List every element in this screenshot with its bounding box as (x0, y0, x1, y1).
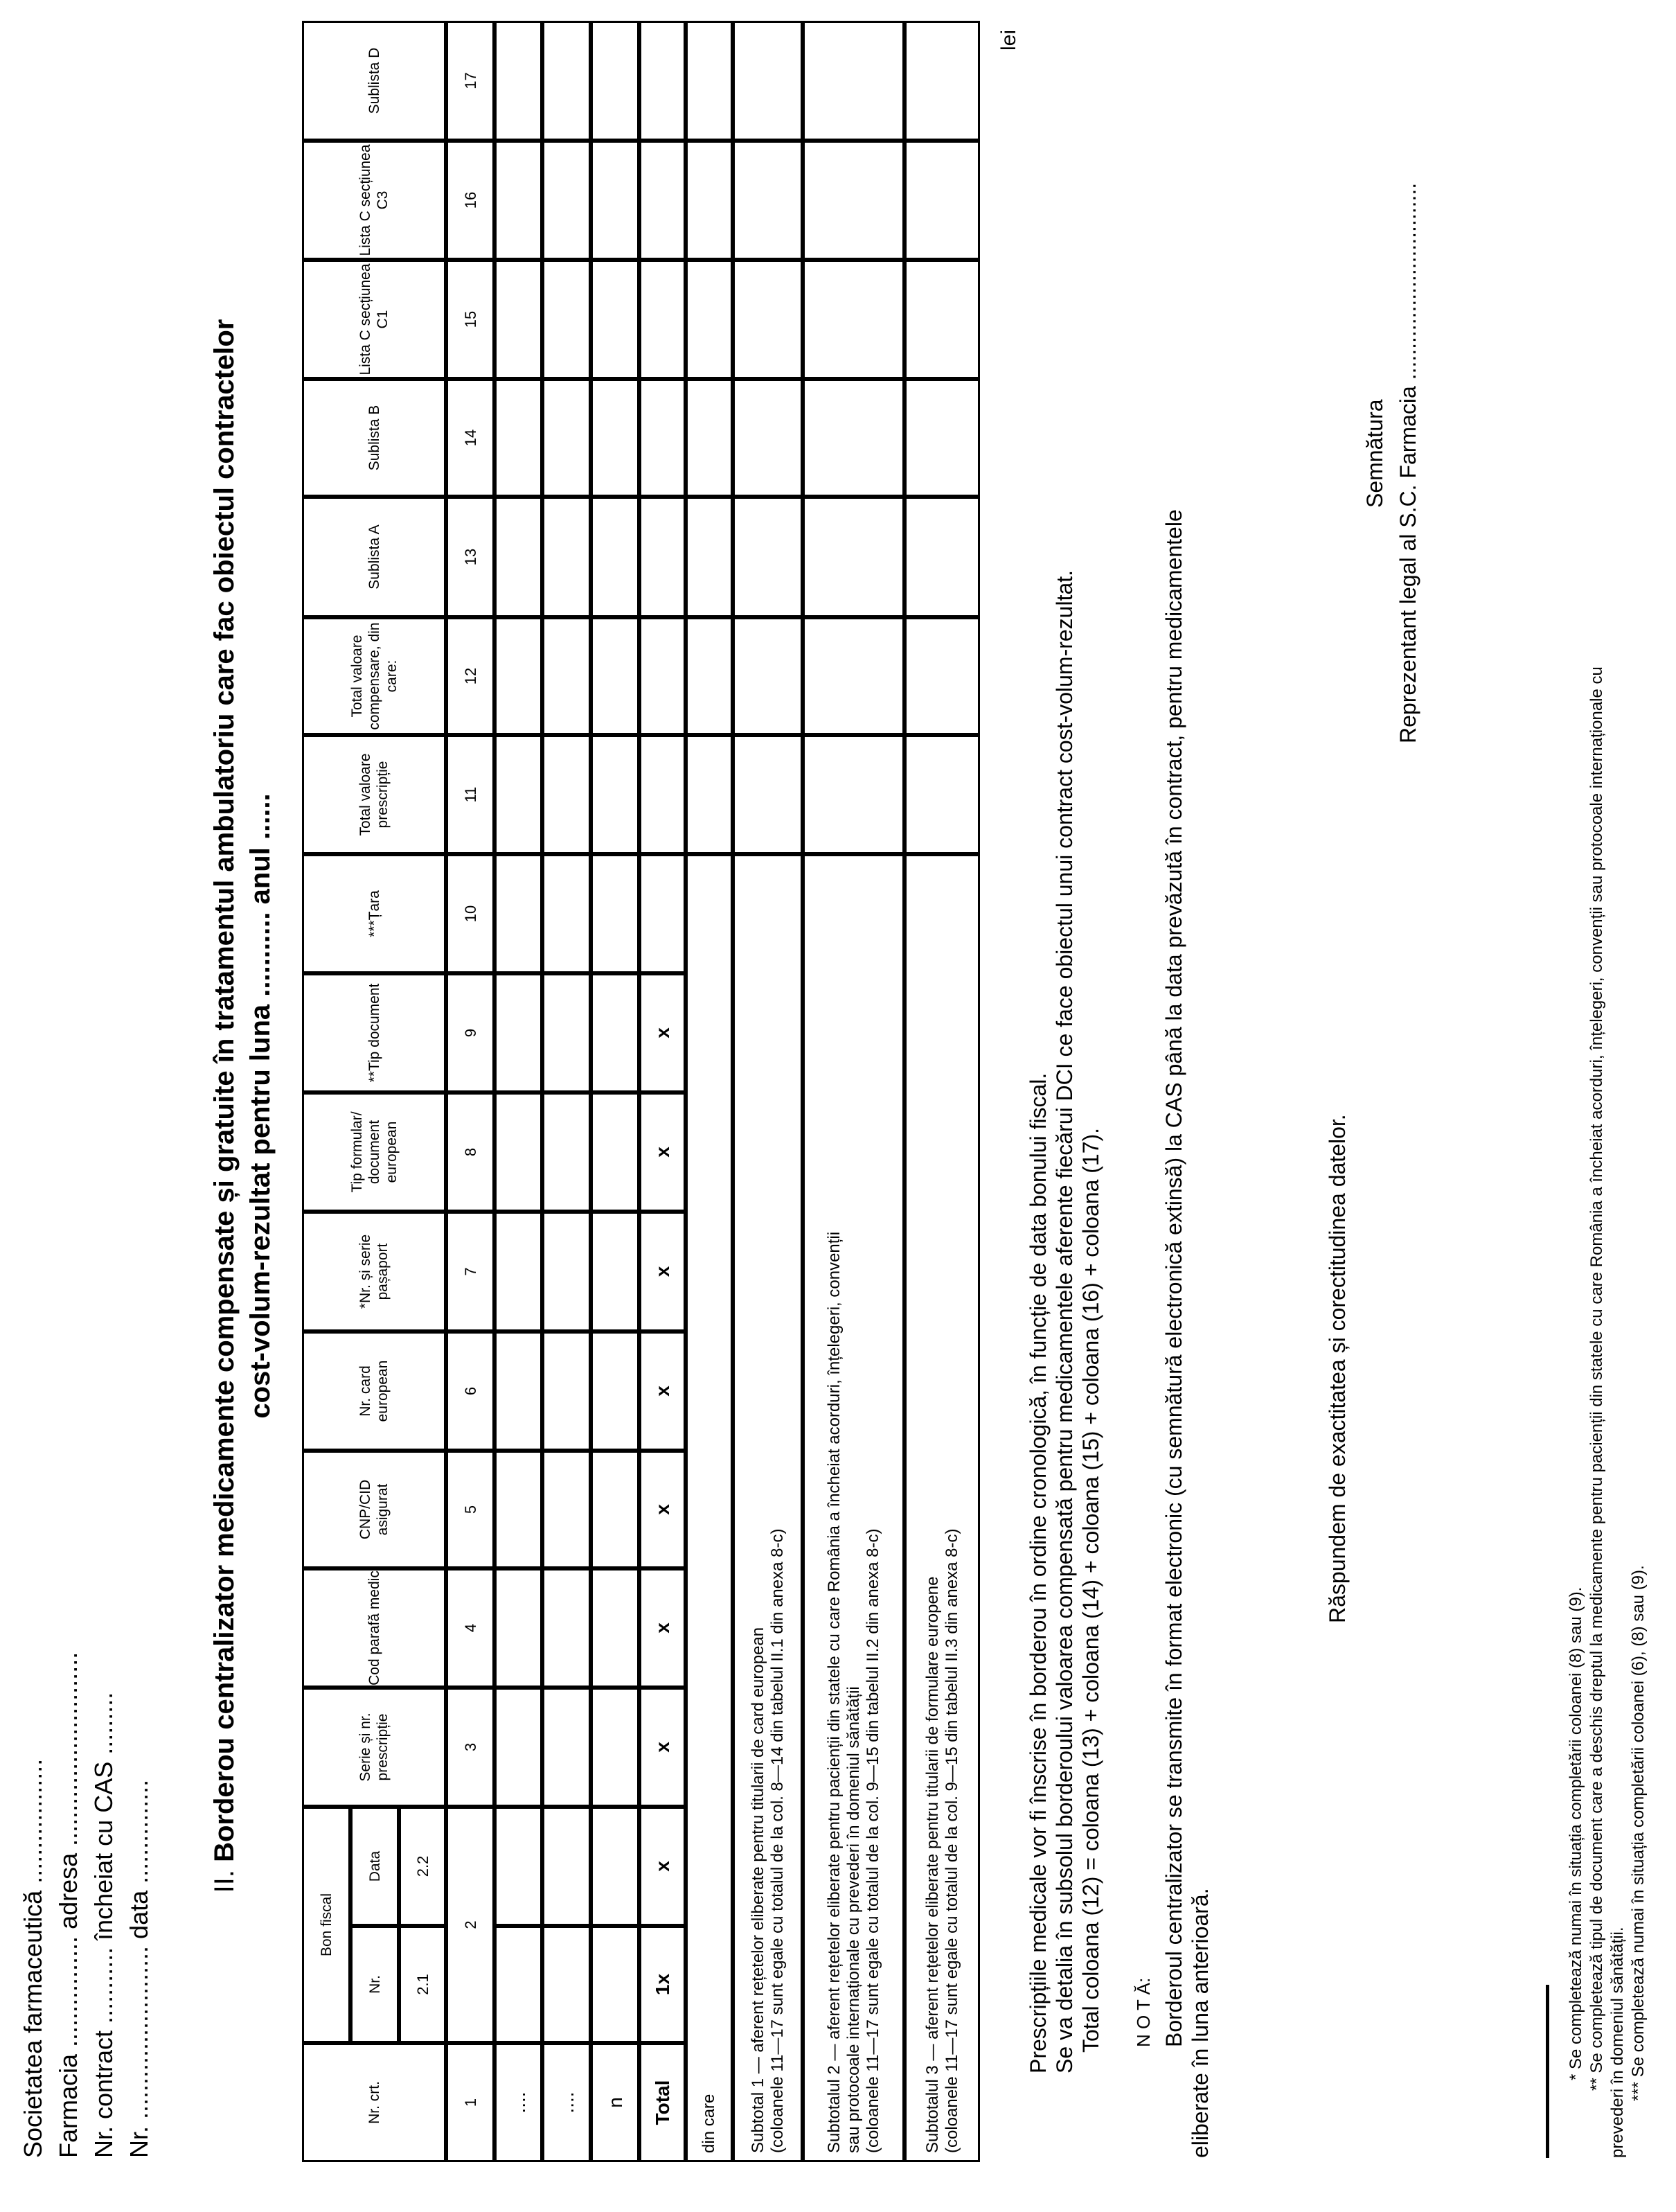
table-cell (542, 973, 591, 1092)
header-col-10: ***Țara (302, 854, 446, 973)
table-cell (542, 1331, 591, 1451)
total-cell (639, 379, 686, 497)
subtotal-1-cell (733, 497, 803, 617)
subtotal-3-line: (coloanele 11—17 sunt egale cu totalul de la col. 9—15 din tabelul II.3 din anexa 8-c) (942, 1528, 961, 2153)
footnote-2-cont: prevederi în domeniul sănătății. (1608, 1927, 1627, 2158)
subtotal-2-cell (803, 617, 904, 735)
total-cell: x (639, 1331, 686, 1451)
din-care-cell (686, 141, 733, 260)
total-cell: 1x (639, 1926, 686, 2043)
table-cell (591, 379, 639, 497)
note-line-3: Total coloana (12) = coloana (13) + coloana (14) + coloana (15) + coloana (16) + coloana (17). (1078, 1127, 1103, 2053)
subtotal-2-cell (803, 21, 904, 141)
table-cell (591, 617, 639, 735)
col-number-1: 1 (446, 2043, 494, 2162)
col-number-2: 2 (446, 1807, 494, 2043)
total-cell: x (639, 1212, 686, 1331)
subtotal-3-cell (904, 379, 980, 497)
header-bon-data: Data (350, 1807, 399, 1926)
col-number-15: 15 (446, 260, 494, 379)
total-cell: x (639, 1451, 686, 1568)
subtotal-2-line: sau protocoale internaționale cu prevederi în domeniul sănătății (844, 1686, 863, 2153)
table-cell (542, 497, 591, 617)
table-cell (542, 1568, 591, 1688)
header-col-9: **Tip document (302, 973, 446, 1092)
subtotal-1-cell (733, 617, 803, 735)
table-cell (591, 1331, 639, 1451)
subtotal-2-line: (coloanele 11—17 sunt egale cu totalul de la col. 9—15 din tabelul II.2 din anexa 8-c) (863, 1528, 882, 2153)
table-cell (542, 735, 591, 854)
total-cell: x (639, 1807, 686, 1926)
table-cell (494, 141, 542, 260)
header-bon-nr: Nr. (350, 1926, 399, 2043)
table-cell (591, 735, 639, 854)
nota-label: N O T Ă: (1133, 1977, 1154, 2047)
subtotal-2-cell (803, 379, 904, 497)
col-number-10: 10 (446, 854, 494, 973)
subtotal-3-cell (904, 735, 980, 854)
table-cell (494, 1807, 542, 1926)
header-col-6: Nr. card european (302, 1331, 446, 1451)
table-cell (591, 21, 639, 141)
header-nr-crt: Nr. crt. (302, 2043, 446, 2162)
table-cell (494, 1568, 542, 1688)
subtotal-1-label (733, 854, 803, 2162)
total-cell: x (639, 973, 686, 1092)
din-care-cell (686, 497, 733, 617)
table-cell (494, 497, 542, 617)
subtotal-1-cell (733, 379, 803, 497)
subtotal-2-line: Subtotalul 2 — aferent rețetelor eliberate pentru pacienții din statele cu care România a încheiat acorduri, înțelegeri, convenții (824, 1231, 844, 2153)
table-cell (542, 1807, 591, 1926)
table-cell (591, 141, 639, 260)
field-societatea: Societatea farmaceutică .................. (19, 1758, 47, 2158)
total-cell: x (639, 1688, 686, 1807)
header-col-5: CNP/CID asigurat (302, 1451, 446, 1568)
subtotal-3-label (904, 854, 980, 2162)
table-cell (494, 1451, 542, 1568)
header-col-13: Sublista A (302, 497, 446, 617)
subtotal-3-line: Subtotalul 3 — aferent rețetelor eliberate pentru titularii de formulare europene (922, 1576, 942, 2153)
subtotal-2-cell (803, 141, 904, 260)
col-number-9: 9 (446, 973, 494, 1092)
header-bon-data-code: 2.2 (399, 1807, 446, 1926)
col-number-12: 12 (446, 617, 494, 735)
table-cell (591, 854, 639, 973)
subtotal-3-cell (904, 260, 980, 379)
subtotal-1-cell (733, 141, 803, 260)
header-col-15: Lista C secțiunea C1 (302, 260, 446, 379)
table-cell (591, 497, 639, 617)
table-cell (494, 260, 542, 379)
subtotal-2-cell (803, 497, 904, 617)
total-cell: x (639, 1568, 686, 1688)
table-cell (542, 854, 591, 973)
nota-text-1: Borderoul centralizator se transmite în format electronic (cu semnătură electronică extinsă) la CAS până la data prevăzută în contract, pentru medicamentele (1161, 509, 1186, 2047)
subtotal-1-cell (733, 21, 803, 141)
table-cell (591, 1807, 639, 1926)
subtotal-3-cell (904, 617, 980, 735)
total-cell (639, 141, 686, 260)
col-number-7: 7 (446, 1212, 494, 1331)
table-cell (542, 379, 591, 497)
table-cell (542, 617, 591, 735)
table-cell (591, 1092, 639, 1212)
table-cell (542, 1092, 591, 1212)
header-col-14: Sublista B (302, 379, 446, 497)
subtotal-1-cell (733, 735, 803, 854)
field-farmacia-adresa: Farmacia ................ adresa ............................ (54, 1652, 82, 2158)
header-col-3: Serie și nr. prescripție (302, 1688, 446, 1807)
col-number-5: 5 (446, 1451, 494, 1568)
col-number-4: 4 (446, 1568, 494, 1688)
table-cell (542, 141, 591, 260)
subtotal-2-label (803, 854, 904, 2162)
table-row-label: n (591, 2043, 639, 2162)
col-number-13: 13 (446, 497, 494, 617)
header-col-16: Lista C secțiunea C3 (302, 141, 446, 260)
subtotal-3-cell (904, 497, 980, 617)
din-care-cell (686, 617, 733, 735)
header-bon-fiscal: Bon fiscal (302, 1807, 350, 2043)
col-number-6: 6 (446, 1331, 494, 1451)
col-number-16: 16 (446, 141, 494, 260)
signature-label: Semnătura (1362, 399, 1387, 508)
din-care-cell (686, 735, 733, 854)
signature-representative: Reprezentant legal al S.C. Farmacia ................................ (1396, 182, 1420, 743)
header-col-4: Cod parafă medic (302, 1568, 446, 1688)
header-col-7: *Nr. și serie pașaport (302, 1212, 446, 1331)
table-cell (494, 1688, 542, 1807)
note-line-1: Prescripțiile medicale vor fi înscrise în borderou în ordine cronologică, în funcție de data bonului fiscal. (1026, 1072, 1051, 2073)
table-row-label: .... (542, 2043, 591, 2162)
header-col-8: Tip formular/ document european (302, 1092, 446, 1212)
title-prefix: II. (209, 1870, 240, 1893)
din-care-cell (686, 21, 733, 141)
table-cell (542, 1688, 591, 1807)
field-nr-contract: Nr. contract ........... încheiat cu CAS ......... (89, 1692, 118, 2158)
table-cell (591, 1212, 639, 1331)
col-number-14: 14 (446, 379, 494, 497)
header-col-11: Total valoare prescripție (302, 735, 446, 854)
total-cell (639, 617, 686, 735)
table-cell (591, 260, 639, 379)
table-cell (542, 21, 591, 141)
table-cell (591, 1926, 639, 2043)
table-cell (542, 1451, 591, 1568)
table-cell (591, 1688, 639, 1807)
table-cell (494, 1926, 542, 2043)
table-cell (542, 1926, 591, 2043)
col-number-17: 17 (446, 21, 494, 141)
table-cell (494, 1092, 542, 1212)
total-cell (639, 497, 686, 617)
footnote-2: ** Se completează tipul de document care a deschis dreptul la medicamente pentru pacienții din statele cu care România a încheiat acorduri, înțelegeri, convenții sau protocoale internaționale cu (1587, 666, 1606, 2091)
total-cell: x (639, 1092, 686, 1212)
din-care-cell (686, 379, 733, 497)
subtotal-3-cell (904, 141, 980, 260)
subtotal-1-line: (coloanele 11—17 sunt egale cu totalul de la col. 8—14 din tabelul II.1 din anexa 8-c) (767, 1528, 787, 2153)
header-col-17: Sublista D (302, 21, 446, 141)
table-cell (542, 260, 591, 379)
table-cell (494, 379, 542, 497)
title-main: Borderou centralizator medicamente compensate și gratuite în tratamentul ambulatoriu care fac obiectul contractelor (209, 319, 240, 1862)
table-cell (591, 1568, 639, 1688)
table-cell (494, 1331, 542, 1451)
col-number-8: 8 (446, 1092, 494, 1212)
col-number-3: 3 (446, 1688, 494, 1807)
nota-text-2: eliberate în luna anterioară. (1188, 1888, 1213, 2158)
total-row-label: Total (639, 2043, 686, 2162)
field-nr-data: Nr. ......................... data ............... (125, 1779, 153, 2158)
table-cell (494, 854, 542, 973)
din-care-label: din care (686, 854, 733, 2162)
col-number-11: 11 (446, 735, 494, 854)
table-cell (542, 1212, 591, 1331)
responsibility-statement: Răspundem de exactitatea și corectitudinea datelor. (1325, 1114, 1350, 1623)
table-cell (494, 1212, 542, 1331)
footnote-3: *** Se completează numai în situația completării coloanei (6), (8) sau (9). (1629, 1565, 1648, 2101)
table-cell (591, 973, 639, 1092)
table-row-label: .... (494, 2043, 542, 2162)
note-line-2: Se va detalia în subsolul borderoului valoarea compensată pentru medicamentele aferente fiecărui DCI ce face obiectul unui contract cost-volum-rezultat. (1052, 569, 1077, 2073)
total-cell (639, 21, 686, 141)
page-subtitle: cost-volum-rezultat pentru luna ........... anul ...... (245, 793, 276, 1419)
din-care-cell (686, 260, 733, 379)
table-cell (494, 21, 542, 141)
table-cell (494, 973, 542, 1092)
table-cell (591, 1451, 639, 1568)
footnote-divider (1546, 1985, 1549, 2158)
subtotal-1-cell (733, 260, 803, 379)
header-bon-nr-code: 2.1 (399, 1926, 446, 2043)
subtotal-3-cell (904, 21, 980, 141)
header-col-12: Total valoare compensare, din care: (302, 617, 446, 735)
table-cell (494, 617, 542, 735)
subtotal-2-cell (803, 735, 904, 854)
total-cell (639, 260, 686, 379)
total-cell (639, 735, 686, 854)
subtotal-2-cell (803, 260, 904, 379)
currency-label: lei (997, 29, 1020, 51)
total-cell (639, 854, 686, 973)
table-cell (494, 735, 542, 854)
footnote-1: * Se completează numai în situația completării coloanei (8) sau (9). (1567, 1586, 1585, 2080)
subtotal-1-line: Subtotal 1 — aferent rețetelor eliberate pentru titularii de card european (748, 1627, 767, 2153)
